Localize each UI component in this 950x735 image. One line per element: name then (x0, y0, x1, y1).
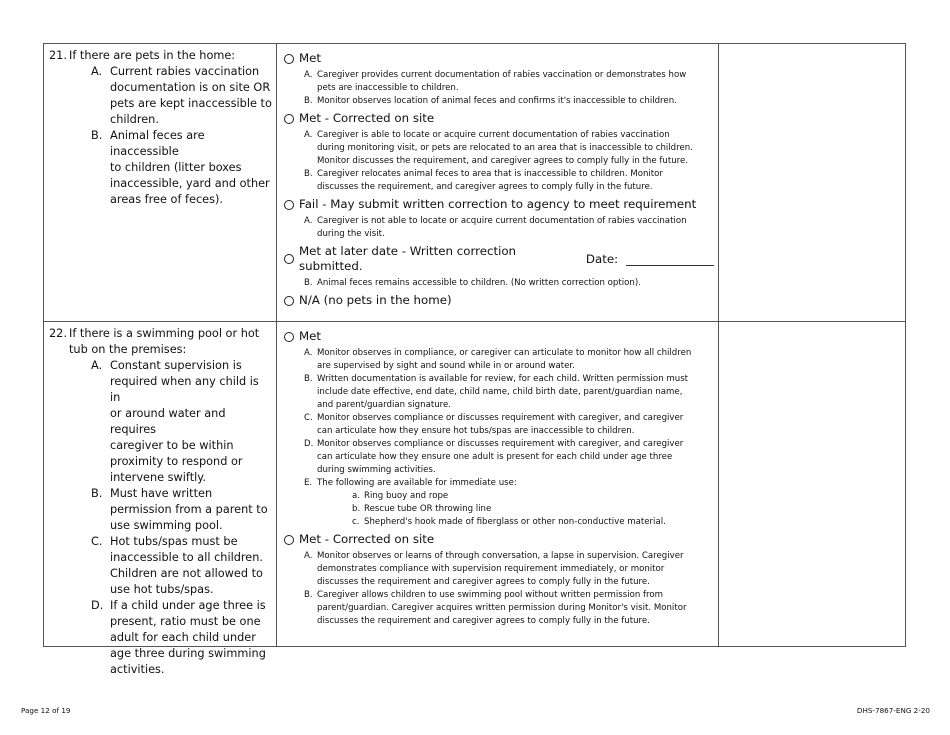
options-cell-22 (277, 322, 719, 646)
requirement-item-letter: B. (91, 487, 103, 500)
result-option[interactable] (284, 111, 714, 126)
requirement-item-line: permission from a parent to (110, 503, 268, 516)
criteria-line: are supervised by sight and sound while in or around water. (317, 361, 575, 371)
equipment-letter: a. (352, 491, 360, 501)
requirement-item-body (110, 128, 272, 208)
criteria-line: and parent/guardian signature. (317, 400, 452, 410)
equipment-item (352, 503, 666, 516)
criteria-item (304, 168, 714, 194)
requirement-items (69, 358, 272, 678)
criteria-line: include date effective, end date, child name, child birth date, parent/guardian name, (317, 387, 683, 397)
criteria-body (317, 277, 641, 290)
criteria-line: Caregiver is able to locate or acquire current documentation of rabies vaccination (317, 130, 670, 140)
criteria-body (317, 589, 686, 628)
result-option[interactable] (284, 197, 714, 212)
requirement-text-continued: tub on the premises: (69, 343, 187, 356)
requirement-heading (49, 326, 272, 342)
criteria-line: Monitor observes in compliance, or caregiver can articulate to monitor how all children (317, 348, 692, 358)
criteria-line: can articulate how they ensure one adult is present for each child under age three (317, 452, 673, 462)
requirement-text: If there is a swimming pool or hot (69, 327, 260, 340)
requirement-item-line: children. (110, 113, 159, 126)
equipment-letter: b. (352, 504, 361, 514)
criteria-letter: E. (304, 478, 313, 488)
criteria-letter: B. (304, 96, 313, 106)
requirement-item-line: Current rabies vaccination (110, 65, 260, 78)
criteria-line: demonstrates compliance with supervision requirement immediately, or monitor (317, 564, 665, 574)
option-criteria (304, 277, 714, 290)
requirement-item-line: caregiver to be within (110, 439, 234, 452)
criteria-letter: A. (304, 348, 313, 358)
equipment-text: Rescue tube OR throwing line (364, 504, 492, 514)
criteria-letter: A. (304, 70, 313, 80)
option-criteria (304, 69, 714, 108)
requirement-item-letter: A. (91, 65, 103, 78)
radio-button[interactable] (284, 114, 294, 124)
criteria-body (317, 168, 663, 194)
requirement-item-letter: A. (91, 359, 103, 372)
requirement-item-line: areas free of feces). (110, 193, 223, 206)
criteria-letter: A. (304, 130, 313, 140)
requirement-item-line: intervene swiftly. (110, 471, 206, 484)
requirement-number: 21. (49, 49, 67, 62)
result-option[interactable] (284, 532, 714, 547)
requirement-item-line: documentation is on site OR (110, 81, 271, 94)
result-option[interactable] (284, 329, 714, 344)
form-id: DHS-7867-ENG 2-20 (856, 706, 930, 715)
requirement-item (69, 358, 272, 486)
result-option-label: Met - Corrected on site (299, 532, 435, 546)
criteria-line: Monitor discusses the requirement, and caregiver agrees to comply fully in the future. (317, 156, 689, 166)
option-criteria (304, 550, 714, 628)
result-option-label: Fail - May submit written correction to agency to meet requirement (299, 197, 697, 211)
requirement-item-letter: C. (91, 535, 103, 548)
requirement-item-line: use hot tubs/spas. (110, 583, 214, 596)
criteria-item (304, 69, 714, 95)
table-row-22 (44, 321, 905, 676)
criteria-item (304, 477, 714, 529)
requirement-item-body (110, 534, 263, 598)
requirement-item (69, 486, 272, 534)
requirement-text: If there are pets in the home: (69, 49, 236, 62)
result-option-label: Met (299, 329, 322, 343)
criteria-body (317, 550, 684, 589)
criteria-body (317, 215, 687, 241)
criteria-item (304, 347, 714, 373)
criteria-letter: A. (304, 551, 313, 561)
criteria-item (304, 95, 714, 108)
criteria-letter: C. (304, 413, 313, 423)
criteria-body (317, 373, 688, 412)
result-option-label: N/A (no pets in the home) (299, 293, 452, 307)
option-criteria (304, 215, 714, 241)
criteria-body (317, 438, 683, 477)
requirement-item-line: required when any child is in (110, 375, 259, 404)
requirement-item-line: use swimming pool. (110, 519, 223, 532)
requirement-item-line: If a child under age three is (110, 599, 266, 612)
radio-button[interactable] (284, 254, 294, 264)
criteria-letter: B. (304, 278, 313, 288)
criteria-body (317, 412, 683, 438)
radio-button[interactable] (284, 296, 294, 306)
requirement-item-line: Children are not allowed to (110, 567, 263, 580)
criteria-letter: B. (304, 169, 313, 179)
table-row-21 (44, 44, 905, 321)
criteria-line: Monitor observes compliance or discusses requirement with caregiver, and caregiver (317, 413, 684, 423)
criteria-line: Animal feces remains accessible to children. (No written correction option). (317, 278, 641, 288)
requirement-item-line: activities. (110, 663, 165, 676)
criteria-letter: D. (304, 439, 314, 449)
requirement-item-line: Constant supervision is (110, 359, 242, 372)
radio-button[interactable] (284, 200, 294, 210)
equipment-item (352, 490, 666, 503)
requirement-item-body (110, 598, 266, 678)
requirement-item-body (110, 64, 272, 128)
requirement-item-line: Hot tubs/spas must be (110, 535, 238, 548)
result-option[interactable] (284, 51, 714, 66)
notes-cell-21[interactable] (719, 44, 905, 321)
criteria-item (304, 373, 714, 412)
requirement-block (49, 48, 272, 208)
criteria-body (317, 129, 693, 168)
radio-button[interactable] (284, 535, 294, 545)
requirement-item-line: inaccessible to all children. (110, 551, 263, 564)
result-option[interactable] (284, 293, 714, 308)
notes-cell-22[interactable] (719, 322, 905, 646)
requirement-item-line: or around water and requires (110, 407, 226, 436)
requirement-item-line: adult for each child under (110, 631, 256, 644)
requirement-item-line: inaccessible, yard and other (110, 177, 270, 190)
requirement-number: 22. (49, 327, 67, 340)
date-input[interactable] (626, 253, 714, 266)
criteria-item (304, 412, 714, 438)
criteria-item (304, 129, 714, 168)
requirement-heading (49, 48, 272, 64)
criteria-line: Caregiver relocates animal feces to area that is inaccessible to children. Monitor (317, 169, 663, 179)
equipment-text: Shepherd's hook made of fiberglass or other non-conductive material. (364, 517, 666, 527)
requirement-item-letter: D. (91, 599, 104, 612)
requirement-item-letter: B. (91, 129, 103, 142)
requirement-cell-22 (44, 322, 277, 676)
option-criteria (304, 129, 714, 194)
criteria-body (317, 69, 686, 95)
checklist-table (43, 43, 906, 676)
requirement-item-line: pets are kept inaccessible to (110, 97, 272, 110)
date-label: Date: (585, 251, 619, 266)
radio-button[interactable] (284, 54, 294, 64)
criteria-body (317, 477, 666, 529)
radio-button[interactable] (284, 332, 294, 342)
criteria-line: Caregiver is not able to locate or acquire current documentation of rabies vaccination (317, 216, 687, 226)
options-cell-21 (277, 44, 719, 321)
requirement-item-body (110, 486, 268, 534)
criteria-item (304, 550, 714, 589)
criteria-line: The following are available for immediate use: (317, 478, 517, 488)
requirement-item (69, 64, 272, 128)
criteria-letter: B. (304, 590, 313, 600)
criteria-line: Monitor observes or learns of through conversation, a lapse in supervision. Caregiver (317, 551, 684, 561)
criteria-line: during swimming activities. (317, 465, 436, 475)
requirement-item-line: Must have written (110, 487, 213, 500)
criteria-line: can articulate how they ensure hot tubs/spas are inaccessible to children. (317, 426, 635, 436)
criteria-item (304, 438, 714, 477)
criteria-line: during the visit. (317, 229, 385, 239)
criteria-body (317, 95, 677, 108)
result-option-label: Met - Corrected on site (299, 111, 435, 125)
criteria-body (317, 347, 691, 373)
option-criteria (304, 347, 714, 529)
criteria-item (304, 277, 714, 290)
criteria-line: Caregiver provides current documentation of rabies vaccination or demonstrates how (317, 70, 687, 80)
criteria-line: pets are inaccessible to children. (317, 83, 459, 93)
criteria-line: Caregiver allows children to use swimming pool without written permission from (317, 590, 664, 600)
requirement-item-line: age three during swimming (110, 647, 266, 660)
criteria-item (304, 215, 714, 241)
requirement-item (69, 534, 272, 598)
requirement-item (69, 598, 272, 678)
criteria-line: Monitor observes compliance or discusses requirement with caregiver, and caregiver (317, 439, 684, 449)
equipment-text: Ring buoy and rope (364, 491, 449, 501)
result-option-label: Met (299, 51, 322, 65)
criteria-line: parent/guardian. Caregiver acquires written permission during Monitor's visit. Monitor (317, 603, 687, 613)
criteria-line: discusses the requirement and caregiver agrees to comply fully in the future. (317, 577, 650, 587)
requirement-item-line: present, ratio must be one (110, 615, 261, 628)
requirement-item (69, 128, 272, 208)
requirement-item-line: to children (litter boxes (110, 161, 242, 174)
equipment-letter: c. (352, 517, 360, 527)
criteria-letter: B. (304, 374, 313, 384)
criteria-line: discusses the requirement, and caregiver agrees to comply fully in the future. (317, 182, 653, 192)
requirement-items (69, 64, 272, 208)
criteria-letter: A. (304, 216, 313, 226)
requirement-cell-21 (44, 44, 277, 321)
equipment-item (352, 516, 666, 529)
page-number: Page 12 of 19 (21, 706, 71, 715)
requirement-item-line: proximity to respond or (110, 455, 243, 468)
requirement-block (49, 326, 272, 678)
requirement-item-line: Animal feces are inaccessible (110, 129, 205, 158)
result-option-label: Met at later date - Written correction submitted. (299, 244, 517, 273)
criteria-line: during monitoring visit, or pets are relocated to an area that is inaccessible to children. (317, 143, 693, 153)
criteria-line: Written documentation is available for review, for each child. Written permission must (317, 374, 689, 384)
equipment-list (352, 490, 666, 529)
criteria-item (304, 589, 714, 628)
requirement-item-body (110, 358, 272, 486)
criteria-line: Monitor observes location of animal feces and confirms it's inaccessible to children. (317, 96, 677, 106)
criteria-line: discusses the requirement and caregiver agrees to comply fully in the future. (317, 616, 650, 626)
result-option[interactable] (284, 244, 714, 274)
